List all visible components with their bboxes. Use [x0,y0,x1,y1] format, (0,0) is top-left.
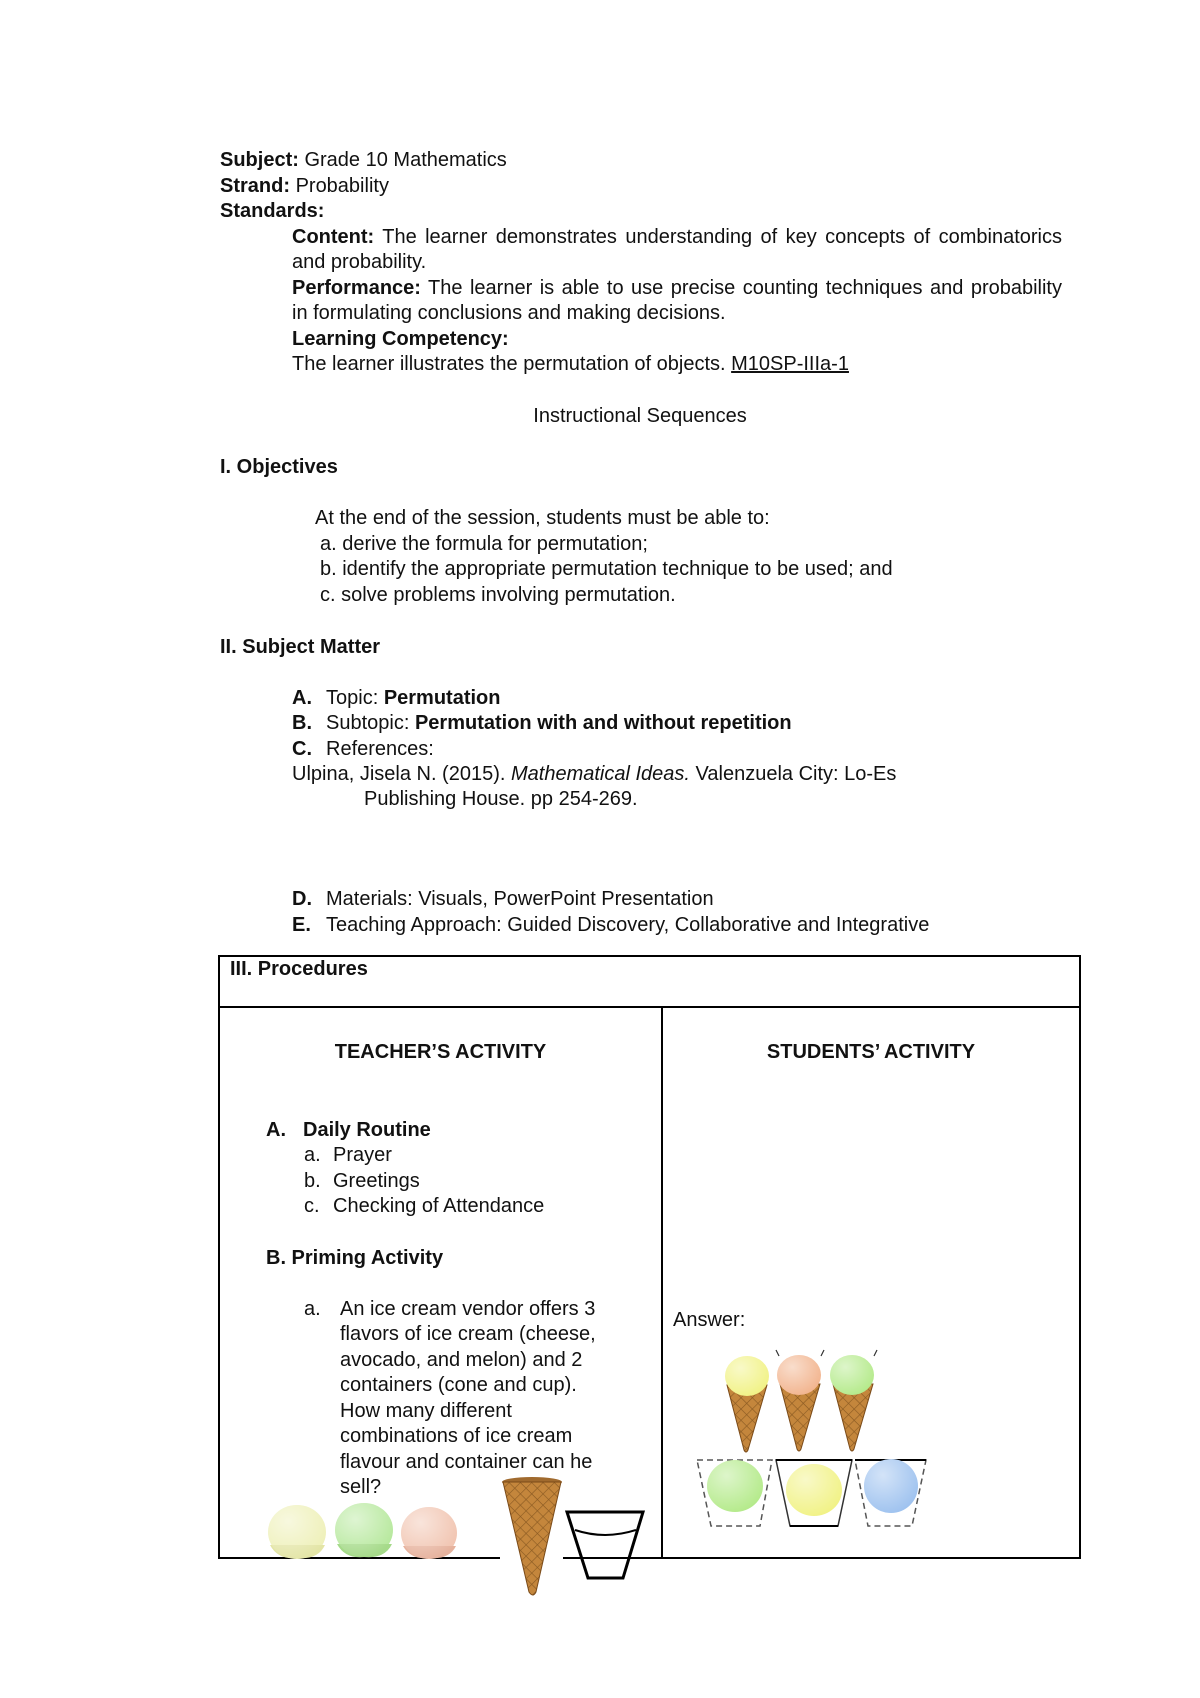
priming-activity-title: B. Priming Activity [266,1247,444,1269]
objective-item: a. derive the formula for permutation; [320,533,648,555]
competency-label: Learning Competency: [292,328,509,350]
objectives-heading: I. Objectives [220,456,338,478]
materials-text: Materials: Visuals, PowerPoint Presentation [326,888,714,910]
avocado-cup-icon [697,1460,772,1526]
students-activity-heading: STUDENTS’ ACTIVITY [766,1041,976,1063]
list-marker: b. [304,1170,321,1192]
subject-value: Grade 10 Mathematics [304,149,507,171]
question-line: sell? [340,1476,382,1498]
subtopic-value: Permutation with and without repetition [414,712,792,734]
reference-title: Mathematical Ideas. [511,763,690,785]
cheese-scoop-icon [268,1505,326,1559]
cone-icon [502,1477,562,1595]
list-marker: E. [292,914,311,936]
strand-label: Strand: [220,175,290,197]
cup-icon [567,1512,643,1578]
procedures-heading: III. Procedures [230,958,368,980]
approach-text: Teaching Approach: Guided Discovery, Collaborative and Integrative [326,914,930,936]
objective-item: b. identify the appropriate permutation technique to be used; and [320,558,893,580]
list-marker: C. [292,738,312,760]
content-text: The learner demonstrates understanding of key concepts of combinatorics and probability. [292,226,1062,273]
page-title: Instructional Sequences [533,405,747,427]
subtopic-label: Subtopic: [326,712,410,734]
subject-label: Subject: [220,149,299,171]
competency-code: M10SP-IIIa-1 [731,353,849,375]
routine-item-text: Greetings [333,1170,420,1192]
question-line: combinations of ice cream [340,1425,573,1447]
performance-text: The learner is able to use precise counting techniques and probability in formulating conclusions and making decisions. [292,277,1062,324]
content-label: Content: [292,226,375,248]
question-line: An ice cream vendor offers 3 [340,1298,596,1320]
performance-label: Performance: [292,277,421,299]
list-marker: a. [304,1144,321,1166]
avocado-cone-icon [830,1350,877,1451]
blue-cup-icon [855,1459,926,1526]
avocado-scoop-icon [335,1503,393,1557]
question-marker: a. [304,1298,321,1320]
strand-value: Probability [295,175,389,197]
list-marker: B. [292,712,312,734]
routine-item-text: Checking of Attendance [333,1195,545,1217]
list-marker: c. [304,1195,320,1217]
standards-label: Standards: [220,200,325,222]
reference-publisher: Publishing House. pp 254-269. [364,788,638,810]
teacher-activity-heading: TEACHER’S ACTIVITY [334,1041,547,1063]
question-line: flavour and container can he [340,1451,593,1473]
cheese-cup-icon [776,1460,852,1526]
melon-scoop-icon [401,1507,457,1559]
list-marker: A. [292,687,312,709]
reference-place: Valenzuela City: Lo-Es [695,763,897,785]
answer-label: Answer: [673,1309,746,1331]
question-line: flavors of ice cream (cheese, [340,1323,596,1345]
subject-matter-heading: II. Subject Matter [220,636,381,658]
objective-item: c. solve problems involving permutation. [320,584,676,606]
routine-item-text: Prayer [333,1144,392,1166]
question-line: containers (cone and cup). [340,1374,577,1396]
daily-routine-label: Daily Routine [303,1119,431,1141]
competency-text: The learner illustrates the permutation of objects. [292,353,726,375]
topic-value: Permutation [383,687,501,709]
reference-author: Ulpina, Jisela N. (2015). [292,763,506,785]
cheese-cone-icon [725,1356,769,1452]
list-marker: D. [292,888,312,910]
list-marker: A. [266,1119,286,1141]
question-line: avocado, and melon) and 2 [340,1349,583,1371]
topic-label: Topic: [326,687,379,709]
question-line: How many different [340,1400,512,1422]
objectives-intro: At the end of the session, students must be able to: [315,507,770,529]
melon-cone-icon [776,1350,824,1451]
references-label: References: [326,738,434,760]
